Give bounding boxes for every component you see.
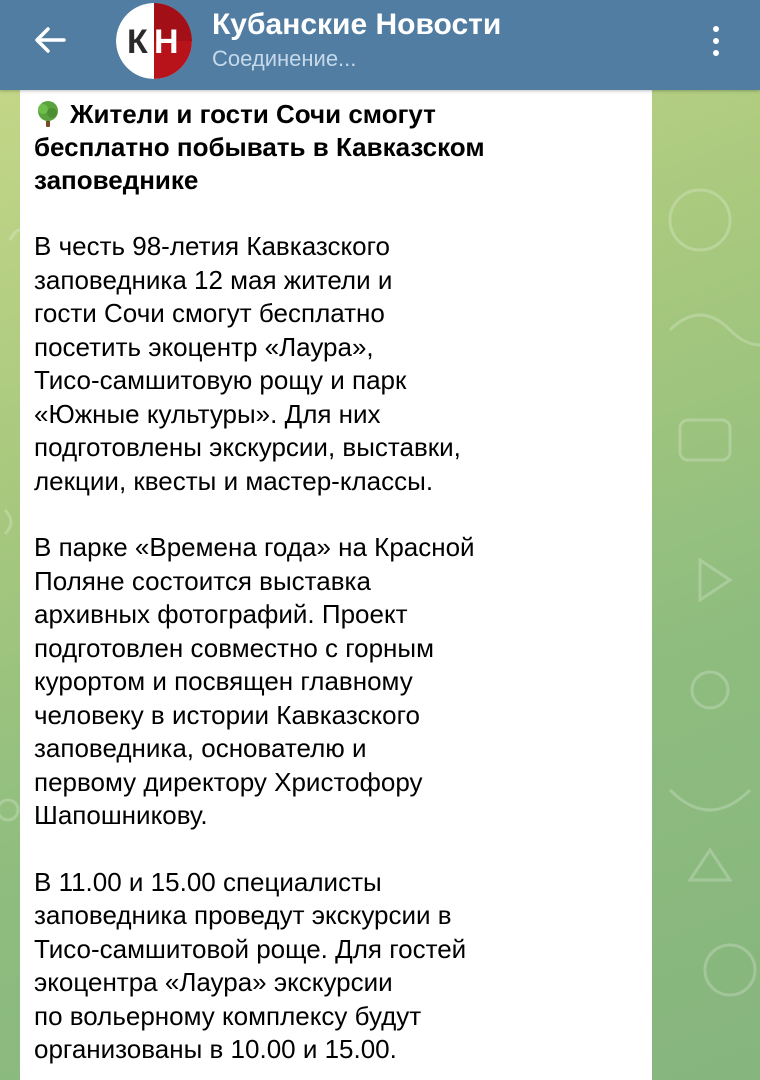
message-bubble[interactable] xyxy=(20,90,652,1080)
message-paragraph-3: В 11.00 и 15.00 специалисты заповедника проведут экскурсии в Тисо-самшитовой роще. Для гостей экоцентра «Лаура» экскурсии по вольерному комплексу будут организованы в 10.00 и 15.00. xyxy=(34,866,467,1064)
svg-text:Н: Н xyxy=(154,23,179,61)
menu-dot-icon xyxy=(713,38,719,44)
message-paragraph-2: В парке «Времена года» на Красной Поляне состоится выставка архивных фотографий. Проект подготовлен совместно с горным курортом и посвящен главному человеку в истории Кавказского заповедника, основателю и первому директору Христофору Шапошникову. xyxy=(34,532,475,830)
chat-title[interactable]: Кубанские Новости xyxy=(212,8,502,41)
menu-dot-icon xyxy=(713,26,719,32)
connection-status: Соединение... xyxy=(212,46,357,71)
svg-text:К: К xyxy=(127,23,148,61)
kn-logo xyxy=(116,3,192,79)
tree-icon xyxy=(34,100,62,128)
channel-avatar[interactable] xyxy=(116,3,192,79)
menu-dot-icon xyxy=(713,50,719,56)
arrow-left-icon xyxy=(34,26,66,54)
message-paragraph-1: В честь 98-летия Кавказского заповедника 12 мая жители и гости Сочи смогут бесплатно посетить экоцентр «Лаура», Тисо-самшитовую рощу и парк «Южные культуры». Для них подготовлены экскурсии, выставки, лекции, квесты и мастер-классы. xyxy=(34,231,461,496)
message-title-row xyxy=(34,98,638,197)
more-menu-button[interactable] xyxy=(696,18,736,64)
back-button[interactable] xyxy=(18,18,82,62)
chat-header xyxy=(0,0,760,90)
message-title: Жители и гости Сочи смогут бесплатно побывать в Кавказском заповеднике xyxy=(34,99,485,195)
